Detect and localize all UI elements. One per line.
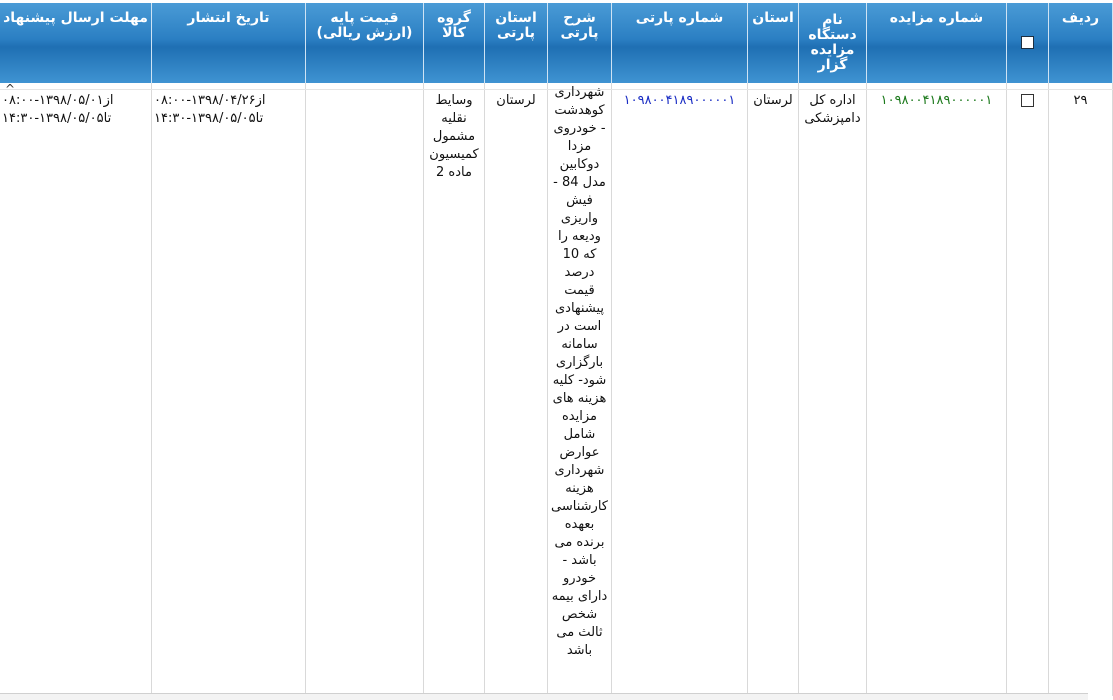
row-number-cell: ۲۹ <box>1049 90 1113 697</box>
col-header-deadline[interactable]: مهلت ارسال پیشنهاد <box>0 3 152 83</box>
deadline-cell <box>0 90 152 697</box>
row-select-cell <box>1007 90 1049 697</box>
auction-table <box>0 3 1113 696</box>
organizer-name-cell: اداره کل دامپزشکی <box>799 90 867 697</box>
col-header-party-description[interactable]: شرح پارتی <box>548 3 612 83</box>
party-number-link[interactable]: ۱۰۹۸۰۰۴۱۸۹۰۰۰۰۰۱ <box>623 93 736 108</box>
party-description-cell <box>548 85 612 697</box>
col-header-commodity-group[interactable]: گروه کالا <box>424 3 485 83</box>
province-cell: لرستان <box>748 90 799 697</box>
publish-date-cell <box>152 90 306 697</box>
col-header-row-number[interactable]: ردیف <box>1049 3 1113 83</box>
col-header-province[interactable]: استان <box>748 3 799 83</box>
base-price-cell <box>306 90 424 697</box>
auction-number-cell <box>867 90 1007 697</box>
select-all-checkbox[interactable] <box>1021 36 1034 49</box>
commodity-group-cell: وسایط نقلیه مشمول کمیسیون ماده 2 <box>424 90 485 697</box>
scroll-up-arrow-icon[interactable]: ^ <box>5 82 16 96</box>
publish-date-from: از۱۳۹۸/۰۴/۲۶-۰۸:۰۰ <box>154 93 266 108</box>
party-number-cell <box>612 90 748 697</box>
select-all-cell <box>1007 3 1049 83</box>
col-header-party-number[interactable]: شماره پارتی <box>612 3 748 83</box>
col-header-base-price[interactable]: قیمت پایه (ارزش ریالی) <box>306 3 424 83</box>
party-description-text: شهرداری کوهدشت - خودروی مزدا دوکابین مدل 84 - فیش واریزی ودیعه را که 10 درصد قیمت پیشنهادی است در سامانه بارگزاری شود- کلیه هزینه های مزایده شامل عوارض شهرداری هزینه کارشناسی بعهده برنده می باشد - خودرو دارای بیمه شخص ثالث می باشد <box>551 85 608 658</box>
deadline-from: از۱۳۹۸/۰۵/۰۱-۰۸:۰۰ <box>2 93 114 108</box>
col-header-auction-number[interactable]: شماره مزایده <box>867 3 1007 83</box>
col-header-party-province[interactable]: استان پارتی <box>485 3 548 83</box>
deadline-to: تا۱۳۹۸/۰۵/۰۵-۱۴:۳۰ <box>2 111 112 126</box>
table-row[interactable] <box>0 90 1113 697</box>
col-header-publish-date[interactable]: تاریخ انتشار <box>152 3 306 83</box>
publish-date-to: تا۱۳۹۸/۰۵/۰۵-۱۴:۳۰ <box>154 111 264 126</box>
header-row <box>0 3 1113 83</box>
col-header-organizer-name[interactable]: نام دستگاه مزایده گزار <box>799 3 867 83</box>
row-checkbox[interactable] <box>1021 94 1034 107</box>
horizontal-scroll-strip[interactable] <box>0 693 1088 700</box>
auction-number-link[interactable]: ۱۰۹۸۰۰۴۱۸۹۰۰۰۰۰۱ <box>880 93 993 108</box>
party-province-cell: لرستان <box>485 90 548 697</box>
